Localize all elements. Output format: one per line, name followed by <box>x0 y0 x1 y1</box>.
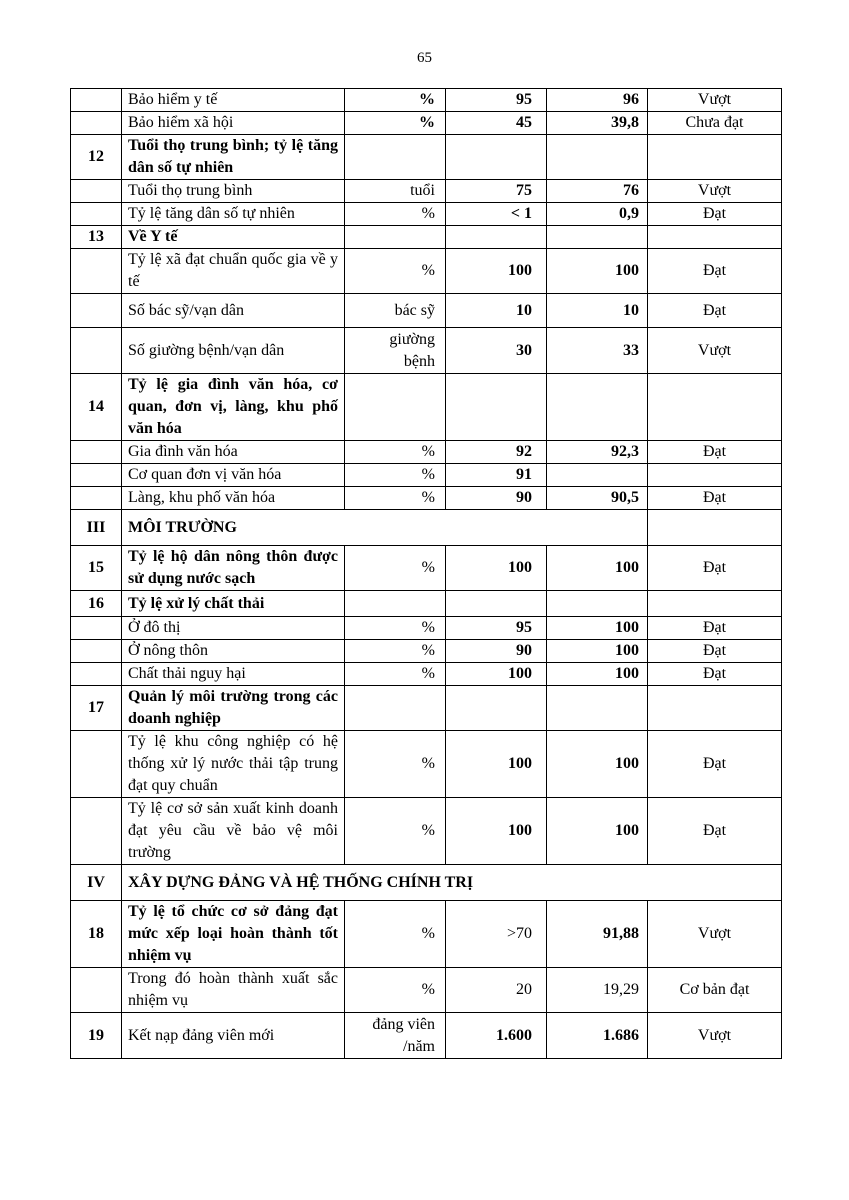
indicator-name: Bảo hiểm y tế <box>122 89 345 112</box>
table-row <box>71 591 782 617</box>
evaluation-cell: Vượt <box>648 901 782 968</box>
evaluation-cell: Đạt <box>648 731 782 798</box>
unit-cell: đảng viên /năm <box>345 1013 446 1059</box>
target-cell <box>446 686 547 731</box>
row-number <box>71 731 122 798</box>
target-cell: 95 <box>446 617 547 640</box>
indicator-name: Tuổi thọ trung bình; tỷ lệ tăng dân số tự nhiên <box>122 135 345 180</box>
unit-cell: % <box>345 731 446 798</box>
table-row <box>71 901 782 968</box>
target-cell: 75 <box>446 180 547 203</box>
unit-cell: tuổi <box>345 180 446 203</box>
target-cell: 1.600 <box>446 1013 547 1059</box>
table-row <box>71 294 782 328</box>
result-cell: 19,29 <box>547 968 648 1013</box>
unit-cell <box>345 374 446 441</box>
table-row <box>71 374 782 441</box>
target-cell <box>446 226 547 249</box>
indicator-name: Tuổi thọ trung bình <box>122 180 345 203</box>
indicator-name: Tỷ lệ xử lý chất thải <box>122 591 345 617</box>
target-cell <box>446 135 547 180</box>
evaluation-cell <box>648 686 782 731</box>
evaluation-cell: Đạt <box>648 640 782 663</box>
result-cell <box>547 464 648 487</box>
result-cell: 100 <box>547 640 648 663</box>
row-number <box>71 203 122 226</box>
indicator-name: Gia đình văn hóa <box>122 441 345 464</box>
row-number <box>71 640 122 663</box>
row-number <box>71 112 122 135</box>
table-row <box>71 249 782 294</box>
result-cell: 100 <box>547 249 648 294</box>
indicator-name: Về Y tế <box>122 226 345 249</box>
result-cell <box>547 135 648 180</box>
unit-cell: % <box>345 901 446 968</box>
unit-cell <box>345 135 446 180</box>
section-title: MÔI TRƯỜNG <box>122 510 648 546</box>
unit-cell: % <box>345 203 446 226</box>
row-number <box>71 968 122 1013</box>
result-cell: 76 <box>547 180 648 203</box>
row-number <box>71 294 122 328</box>
evaluation-cell: Đạt <box>648 294 782 328</box>
result-cell: 92,3 <box>547 441 648 464</box>
unit-cell: % <box>345 112 446 135</box>
section-row <box>71 865 782 901</box>
row-number <box>71 328 122 374</box>
unit-cell: % <box>345 617 446 640</box>
table-row <box>71 798 782 865</box>
unit-cell: % <box>345 798 446 865</box>
target-cell: 30 <box>446 328 547 374</box>
table-row <box>71 112 782 135</box>
row-number <box>71 798 122 865</box>
table-row <box>71 968 782 1013</box>
table-row <box>71 180 782 203</box>
row-number: 18 <box>71 901 122 968</box>
result-cell: 100 <box>547 663 648 686</box>
page-number: 65 <box>417 50 432 66</box>
target-cell: 10 <box>446 294 547 328</box>
evaluation-cell: Chưa đạt <box>648 112 782 135</box>
row-number: 17 <box>71 686 122 731</box>
evaluation-cell: Vượt <box>648 1013 782 1059</box>
indicator-name: Kết nạp đảng viên mới <box>122 1013 345 1059</box>
result-cell: 39,8 <box>547 112 648 135</box>
result-cell: 0,9 <box>547 203 648 226</box>
target-cell <box>446 374 547 441</box>
row-number <box>71 617 122 640</box>
table-row <box>71 487 782 510</box>
result-cell <box>547 226 648 249</box>
result-cell <box>547 686 648 731</box>
unit-cell: % <box>345 640 446 663</box>
target-cell: 95 <box>446 89 547 112</box>
unit-cell <box>345 686 446 731</box>
table-row <box>71 546 782 591</box>
row-number <box>71 487 122 510</box>
indicator-name: Số bác sỹ/vạn dân <box>122 294 345 328</box>
indicator-name: Ở nông thôn <box>122 640 345 663</box>
row-number <box>71 249 122 294</box>
indicator-name: Tỷ lệ gia đình văn hóa, cơ quan, đơn vị, làng, khu phố văn hóa <box>122 374 345 441</box>
table-row <box>71 135 782 180</box>
evaluation-cell <box>648 591 782 617</box>
result-cell: 100 <box>547 731 648 798</box>
evaluation-cell: Vượt <box>648 89 782 112</box>
evaluation-cell: Đạt <box>648 798 782 865</box>
unit-cell: % <box>345 487 446 510</box>
indicator-name: Tỷ lệ tăng dân số tự nhiên <box>122 203 345 226</box>
evaluation-cell: Đạt <box>648 203 782 226</box>
result-cell: 10 <box>547 294 648 328</box>
evaluation-cell <box>648 464 782 487</box>
table-row <box>71 1013 782 1059</box>
table-row <box>71 328 782 374</box>
indicator-name: Tỷ lệ xã đạt chuẩn quốc gia về y tế <box>122 249 345 294</box>
row-number <box>71 89 122 112</box>
table-row <box>71 464 782 487</box>
table-row <box>71 226 782 249</box>
table-row <box>71 686 782 731</box>
evaluation-cell: Đạt <box>648 617 782 640</box>
row-number: 15 <box>71 546 122 591</box>
row-number: 13 <box>71 226 122 249</box>
evaluation-cell <box>648 374 782 441</box>
row-number: 14 <box>71 374 122 441</box>
unit-cell: % <box>345 249 446 294</box>
indicator-name: Số giường bệnh/vạn dân <box>122 328 345 374</box>
row-number: 12 <box>71 135 122 180</box>
section-number: IV <box>71 865 122 901</box>
table-row <box>71 441 782 464</box>
result-cell: 33 <box>547 328 648 374</box>
section-title: XÂY DỰNG ĐẢNG VÀ HỆ THỐNG CHÍNH TRỊ <box>122 865 782 901</box>
unit-cell: % <box>345 441 446 464</box>
table-row <box>71 731 782 798</box>
unit-cell: % <box>345 663 446 686</box>
target-cell: < 1 <box>446 203 547 226</box>
target-cell: 100 <box>446 546 547 591</box>
evaluation-cell <box>648 510 782 546</box>
result-cell: 100 <box>547 617 648 640</box>
result-cell <box>547 591 648 617</box>
indicator-name: Bảo hiểm xã hội <box>122 112 345 135</box>
target-cell: >70 <box>446 901 547 968</box>
indicator-name: Tỷ lệ tổ chức cơ sở đảng đạt mức xếp loại hoàn thành tốt nhiệm vụ <box>122 901 345 968</box>
target-cell: 20 <box>446 968 547 1013</box>
target-cell <box>446 591 547 617</box>
evaluation-cell: Vượt <box>648 180 782 203</box>
unit-cell: % <box>345 968 446 1013</box>
indicator-name: Làng, khu phố văn hóa <box>122 487 345 510</box>
evaluation-cell <box>648 226 782 249</box>
row-number <box>71 464 122 487</box>
section-number: III <box>71 510 122 546</box>
section-row <box>71 510 782 546</box>
result-cell: 90,5 <box>547 487 648 510</box>
result-cell: 91,88 <box>547 901 648 968</box>
evaluation-cell: Vượt <box>648 328 782 374</box>
row-number <box>71 180 122 203</box>
unit-cell <box>345 591 446 617</box>
table-row <box>71 663 782 686</box>
result-cell: 100 <box>547 798 648 865</box>
evaluation-cell: Đạt <box>648 487 782 510</box>
indicator-name: Quản lý môi trường trong các doanh nghiệp <box>122 686 345 731</box>
target-cell: 100 <box>446 663 547 686</box>
row-number <box>71 663 122 686</box>
target-cell: 91 <box>446 464 547 487</box>
evaluation-cell: Cơ bản đạt <box>648 968 782 1013</box>
row-number: 19 <box>71 1013 122 1059</box>
result-cell <box>547 374 648 441</box>
indicator-table <box>70 88 782 1059</box>
result-cell: 1.686 <box>547 1013 648 1059</box>
indicator-name: Cơ quan đơn vị văn hóa <box>122 464 345 487</box>
row-number: 16 <box>71 591 122 617</box>
table-row <box>71 203 782 226</box>
target-cell: 100 <box>446 731 547 798</box>
evaluation-cell: Đạt <box>648 546 782 591</box>
target-cell: 100 <box>446 249 547 294</box>
table-row <box>71 617 782 640</box>
table-row <box>71 640 782 663</box>
indicator-name: Chất thải nguy hại <box>122 663 345 686</box>
table-row <box>71 89 782 112</box>
evaluation-cell: Đạt <box>648 663 782 686</box>
unit-cell <box>345 226 446 249</box>
unit-cell: % <box>345 464 446 487</box>
result-cell: 100 <box>547 546 648 591</box>
target-cell: 92 <box>446 441 547 464</box>
unit-cell: % <box>345 546 446 591</box>
target-cell: 90 <box>446 487 547 510</box>
target-cell: 90 <box>446 640 547 663</box>
indicator-name: Trong đó hoàn thành xuất sắc nhiệm vụ <box>122 968 345 1013</box>
indicator-name: Tỷ lệ cơ sở sản xuất kinh doanh đạt yêu cầu về bảo vệ môi trường <box>122 798 345 865</box>
evaluation-cell: Đạt <box>648 441 782 464</box>
indicator-name: Tỷ lệ khu công nghiệp có hệ thống xử lý nước thải tập trung đạt quy chuẩn <box>122 731 345 798</box>
unit-cell: giường bệnh <box>345 328 446 374</box>
target-cell: 45 <box>446 112 547 135</box>
row-number <box>71 441 122 464</box>
evaluation-cell: Đạt <box>648 249 782 294</box>
evaluation-cell <box>648 135 782 180</box>
unit-cell: bác sỹ <box>345 294 446 328</box>
target-cell: 100 <box>446 798 547 865</box>
indicator-name: Ở đô thị <box>122 617 345 640</box>
result-cell: 96 <box>547 89 648 112</box>
unit-cell: % <box>345 89 446 112</box>
indicator-name: Tỷ lệ hộ dân nông thôn được sử dụng nước sạch <box>122 546 345 591</box>
